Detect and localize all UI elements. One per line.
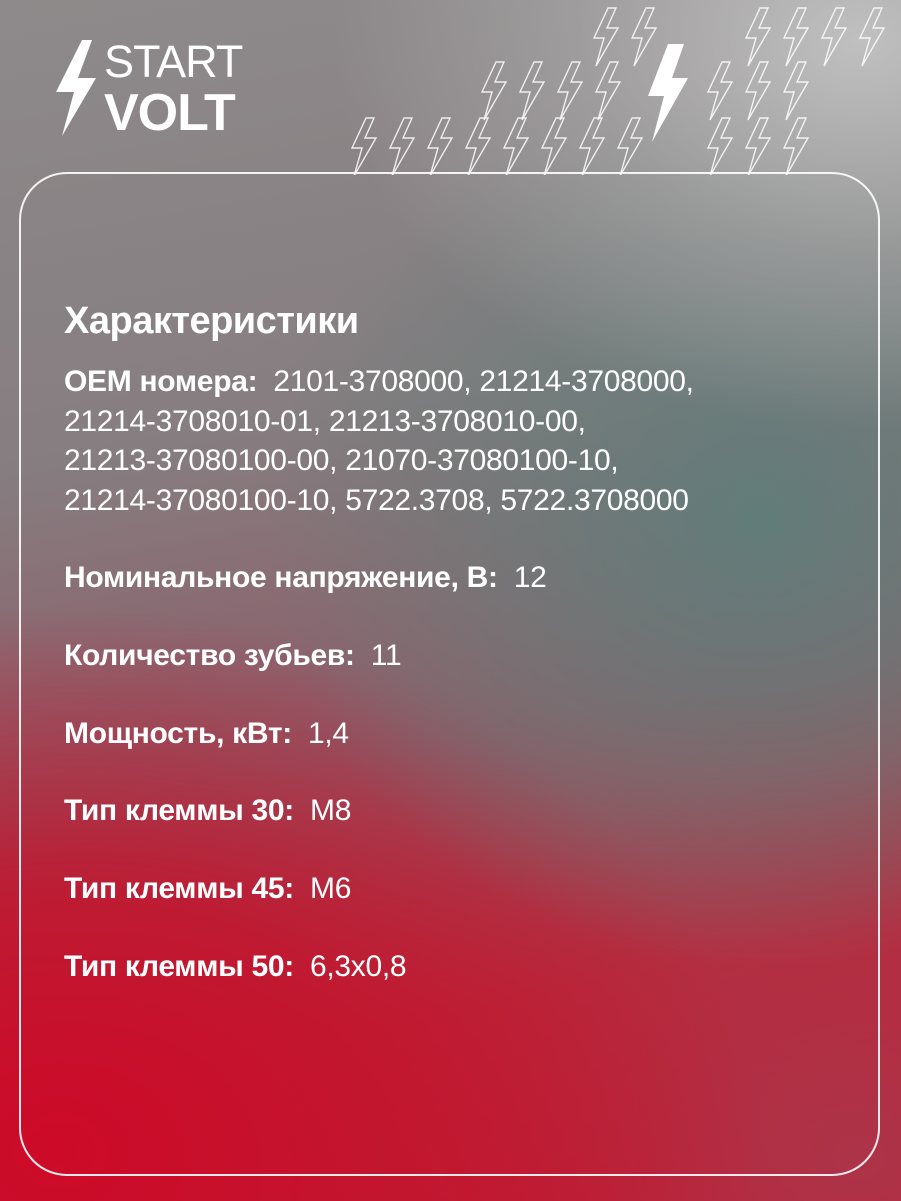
oem-value-1: 2101-3708000, 21214-3708000,: [273, 365, 694, 398]
spec-terminal-30: [64, 791, 351, 831]
spec-label: Тип клеммы 30:: [64, 794, 294, 827]
spec-value: 1,4: [308, 717, 349, 750]
spec-terminal-50: [64, 947, 406, 987]
brand-logo: [52, 36, 252, 142]
oem-numbers: [64, 362, 844, 520]
spec-teeth: [64, 636, 401, 676]
spec-label: Мощность, кВт:: [64, 717, 292, 750]
spec-value: 6,3х0,8: [310, 950, 407, 983]
spec-voltage: [64, 558, 547, 598]
lightning-bolt-icon: [52, 40, 98, 136]
large-bolt-icon: [648, 44, 688, 142]
spec-value: М6: [310, 872, 352, 905]
spec-label: Тип клеммы 45:: [64, 872, 294, 905]
oem-value-4: 21214-37080100-10, 5722.3708, 5722.3708000: [64, 483, 689, 517]
spec-label: Тип клеммы 50:: [64, 950, 294, 983]
oem-value-3: 21213-37080100-00, 21070-37080100-10,: [64, 444, 619, 477]
brand-name-line1: START: [104, 36, 243, 87]
spec-label: Номинальное напряжение, В:: [64, 561, 498, 594]
spec-value: 12: [513, 561, 547, 594]
brand-name-line2: VOLT: [104, 84, 235, 142]
spec-label: Количество зубьев:: [64, 639, 355, 672]
spec-value: 11: [370, 639, 402, 672]
spec-terminal-45: [64, 869, 351, 909]
oem-value-2: 21214-3708010-01, 21213-3708010-00,: [64, 404, 586, 438]
spec-value: М8: [310, 794, 352, 827]
lightning-pattern: [330, 0, 901, 175]
oem-label: OEM номера:: [64, 365, 258, 398]
oem-line-1: [64, 362, 844, 402]
section-title: Характеристики: [64, 300, 359, 342]
spec-power: [64, 714, 349, 754]
